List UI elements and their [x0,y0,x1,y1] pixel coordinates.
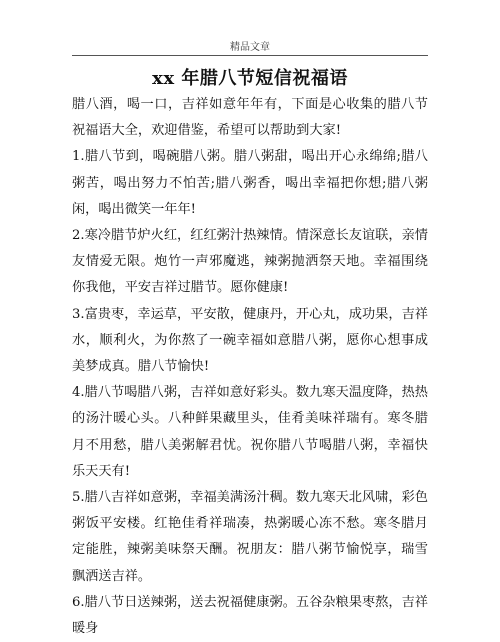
header-divider [72,55,428,56]
blessing-paragraph-1: 1.腊八节到，喝碗腊八粥。腊八粥甜，喝出开心永绵绵;腊八粥苦，喝出努力不怕苦;腊八粥香，喝出幸福把你想;腊八粥闲，喝出微笑一年年! [72,149,428,217]
blessing-paragraph-4: 4.腊八节喝腊八粥，吉祥如意好彩头。数九寒天温度降，热热的汤汁暖心头。八种鲜果藏里头，佳肴美味祥瑞有。寒冬腊月不用愁，腊八美粥解君忧。祝你腊八节喝腊八粥，幸福快乐天天有! [72,385,428,479]
article-title: xx 年腊八节短信祝福语 [152,68,348,89]
blessing-paragraph-2: 2.寒冷腊节炉火红，红红粥汁热辣情。情深意长友谊联，亲情友情爱无限。炮竹一声邪魔逃，辣粥抛洒祭天地。幸福围绕你我他，平安吉祥过腊节。愿你健康! [72,228,428,296]
blessing-paragraph-5: 5.腊八吉祥如意粥，幸福美满汤汁稠。数九寒天北风啸，彩色粥饭平安楼。红艳佳肴祥瑞凑，热粥暖心冻不愁。寒冬腊月定能胜，辣粥美味祭天酬。祝朋友：腊八粥节愉悦享，瑞雪飘洒送吉祥。 [72,490,428,584]
article-body [72,92,428,642]
intro-paragraph: 腊八酒，喝一口，吉祥如意年年有，下面是心收集的腊八节祝福语大全，欢迎借鉴，希望可以帮助到大家! [72,97,428,139]
blessing-paragraph-3: 3.富贵枣，幸运草，平安散，健康丹，开心丸，成功果，吉祥水，顺利火，为你熬了一碗幸福如意腊八粥，愿你心想事成美梦成真。腊八节愉快! [72,306,428,375]
running-header: 精品文章 [230,42,270,53]
blessing-paragraph-6: 6.腊八节日送辣粥，送去祝福健康粥。五谷杂粮果枣熬，吉祥暖身 [72,594,428,637]
